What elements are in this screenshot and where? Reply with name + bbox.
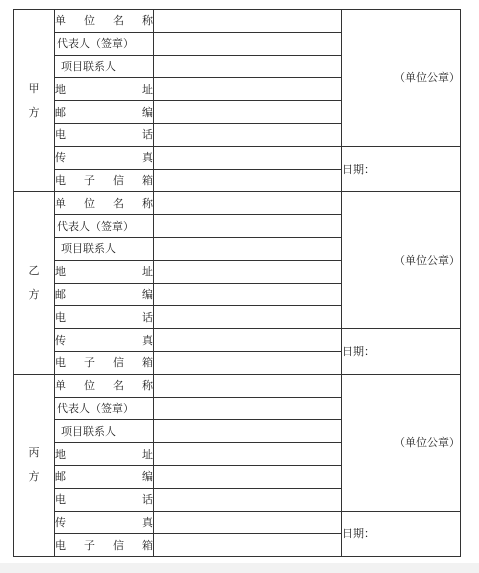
field-label-fax [55,329,154,352]
field-value-fax[interactable] [154,511,342,534]
party-name-cell [14,192,55,374]
field-value-fax[interactable] [154,329,342,352]
party-1-row-fax [14,329,461,352]
field-label-char: 电 [55,128,66,142]
field-label-char: 信 [113,538,124,552]
field-value-project-contact[interactable] [154,237,342,260]
party-2-row-unit-name [14,374,461,397]
seal-label: （单位公章） [394,253,460,267]
field-label-char: 编 [142,287,153,301]
field-label-char: 子 [84,173,95,187]
signature-table [13,9,461,557]
field-label-char: 箱 [142,538,153,552]
field-label-char: 真 [142,151,153,165]
field-value-project-contact[interactable] [154,55,342,78]
seal-label: （单位公章） [394,71,460,85]
field-value-unit-name[interactable] [154,192,342,215]
field-label-char: 子 [84,538,95,552]
field-label-phone [55,488,154,511]
field-label-char: 信 [113,173,124,187]
field-label-char: 位 [84,379,95,393]
field-label-char: 编 [142,470,153,484]
field-label-char: 电 [55,310,66,324]
field-label-phone [55,306,154,329]
field-label-email [55,169,154,192]
field-label-char: 名 [113,196,124,210]
party-name-char: 甲 [28,81,40,95]
field-label-postcode [55,101,154,124]
field-label-char: 址 [142,447,153,461]
party-2-row-fax [14,511,461,534]
field-label-char: 地 [55,82,66,96]
field-label-char: 电 [55,538,66,552]
party-1-row-unit-name [14,192,461,215]
date-label: 日期： [342,344,375,358]
party-name [29,259,40,307]
field-label-char: 话 [142,128,153,142]
field-label-char: 称 [142,379,153,393]
field-value-postcode[interactable] [154,465,342,488]
field-label-project-contact [55,420,154,443]
field-label-project-contact [55,237,154,260]
party-name [29,441,40,489]
party-name-char: 方 [28,105,40,119]
date-label: 日期： [342,527,375,541]
seal-label: （单位公章） [394,436,460,450]
field-value-phone[interactable] [154,306,342,329]
party-name-cell [14,374,55,556]
field-label-char: 称 [142,196,153,210]
field-label-char: 址 [142,265,153,279]
field-label-char: 名 [113,379,124,393]
party-name-char: 方 [28,288,40,302]
field-label-char: 传 [55,515,66,529]
field-label-project-contact [55,55,154,78]
field-label-char: 传 [55,333,66,347]
field-label-address [55,443,154,466]
field-label-char: 单 [55,379,66,393]
field-label-text: 项目联系人 [61,424,116,438]
field-label-char: 位 [84,196,95,210]
field-label-fax [55,146,154,169]
date-area[interactable] [342,146,461,192]
field-label-char: 地 [55,447,66,461]
field-value-phone[interactable] [154,123,342,146]
field-value-unit-name[interactable] [154,374,342,397]
field-label-text: 代表人（签章） [57,37,134,51]
field-value-postcode[interactable] [154,283,342,306]
bottom-strip [0,563,479,573]
field-label-char: 传 [55,151,66,165]
field-value-phone[interactable] [154,488,342,511]
field-label-unit-name [55,192,154,215]
field-label-phone [55,123,154,146]
field-label-char: 地 [55,265,66,279]
field-label-char: 箱 [142,356,153,370]
field-label-char: 子 [84,356,95,370]
field-label-char: 名 [113,14,124,28]
field-label-representative [55,397,154,420]
field-label-representative [55,215,154,238]
field-label-char: 称 [142,14,153,28]
party-0-row-unit-name [14,10,461,33]
field-label-char: 信 [113,356,124,370]
field-value-email[interactable] [154,169,342,192]
field-label-postcode [55,283,154,306]
seal-area[interactable] [342,10,461,147]
field-value-address[interactable] [154,260,342,283]
field-label-unit-name [55,10,154,33]
field-value-unit-name[interactable] [154,10,342,33]
field-value-email[interactable] [154,534,342,557]
field-label-char: 箱 [142,173,153,187]
party-name-char: 丙 [28,446,40,460]
party-name-cell [14,10,55,192]
field-label-text: 项目联系人 [61,59,116,73]
field-value-email[interactable] [154,351,342,374]
field-value-representative[interactable] [154,215,342,238]
field-value-address[interactable] [154,443,342,466]
field-label-char: 单 [55,196,66,210]
field-value-address[interactable] [154,78,342,101]
party-name-char: 方 [28,470,40,484]
date-label: 日期： [342,162,375,176]
field-label-char: 编 [142,105,153,119]
seal-area[interactable] [342,192,461,329]
party-0-row-fax [14,146,461,169]
field-label-char: 电 [55,173,66,187]
date-area[interactable] [342,511,461,557]
field-value-project-contact[interactable] [154,420,342,443]
field-label-char: 邮 [55,105,66,119]
field-label-unit-name [55,374,154,397]
field-label-char: 真 [142,333,153,347]
field-label-text: 项目联系人 [61,242,116,256]
field-label-char: 电 [55,493,66,507]
field-label-fax [55,511,154,534]
field-label-char: 话 [142,493,153,507]
field-value-postcode[interactable] [154,101,342,124]
field-label-text: 代表人（签章） [57,219,134,233]
field-label-representative [55,32,154,55]
field-label-char: 电 [55,356,66,370]
field-label-address [55,260,154,283]
field-label-address [55,78,154,101]
field-label-char: 址 [142,82,153,96]
field-label-email [55,534,154,557]
field-label-postcode [55,465,154,488]
field-label-char: 邮 [55,287,66,301]
seal-area[interactable] [342,374,461,511]
field-value-representative[interactable] [154,397,342,420]
field-label-char: 位 [84,14,95,28]
field-value-fax[interactable] [154,146,342,169]
party-name [29,77,40,125]
field-label-char: 真 [142,515,153,529]
party-name-char: 乙 [28,264,40,278]
field-label-text: 代表人（签章） [57,401,134,415]
field-label-char: 单 [55,14,66,28]
field-value-representative[interactable] [154,32,342,55]
date-area[interactable] [342,329,461,375]
field-label-email [55,351,154,374]
field-label-char: 邮 [55,470,66,484]
field-label-char: 话 [142,310,153,324]
